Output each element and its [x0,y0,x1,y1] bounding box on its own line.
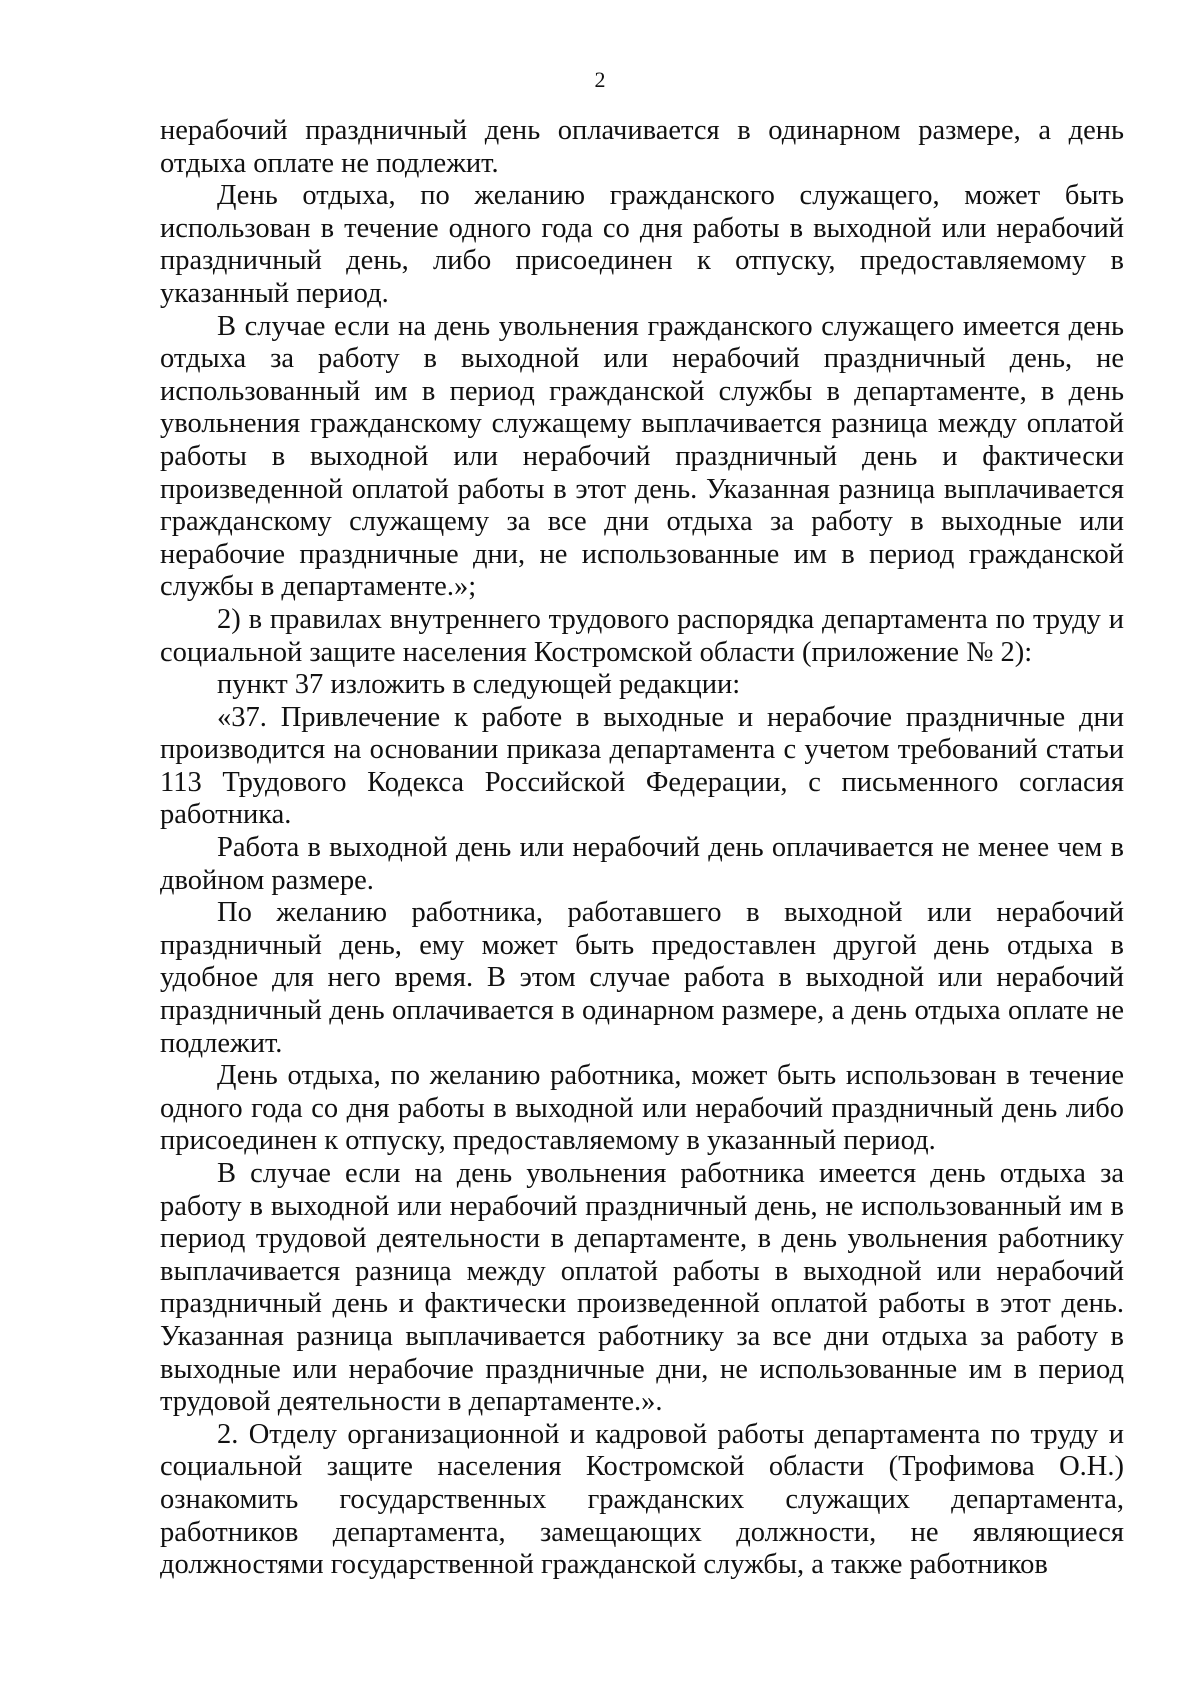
paragraph-clause-37-intro: пункт 37 изложить в следующей редакции: [217,669,741,701]
page-number: 2 [594,67,606,92]
paragraph-dismissal-employee: В случае если на день увольнения работника имеется день отдыха за работу в выходной или нерабочий праздничный день, не использованный им в период трудовой деятельности в департаменте, в день увольнения работнику выплачивается разница между оплатой работы в выходной или нерабочий праздничный день и фактически произведенной оплатой работы в этот день. Указанная разница выплачивается работнику за все дни отдыха за работу в выходные или нерабочие праздничные дни, не использованные им в период трудовой деятельности в департаменте.». [160,1158,1124,1418]
document-body [160,115,1124,1582]
paragraph-clause-37: «37. Привлечение к работе в выходные и нерабочие праздничные дни производится на основании приказа департамента с учетом требований статьи 113 Трудового Кодекса Российской Федерации, с письменного согласия работника. [160,701,1124,831]
paragraph-continuation: нерабочий праздничный день оплачивается в одинарном размере, а день отдыха оплате не подлежит. [160,115,1124,179]
paragraph-item-2: 2) в правилах внутреннего трудового распорядка департамента по труду и социальной защите населения Костромской области (приложение № 2): [160,603,1124,668]
paragraph-employee-rest-day: День отдыха, по желанию работника, может быть использован в течение одного года со дня работы в выходной или нерабочий праздничный день либо присоединен к отпуску, предоставляемому в указанный период. [160,1060,1124,1157]
paragraph-employee-request: По желанию работника, работавшего в выходной или нерабочий праздничный день, ему может быть предоставлен другой день отдыха в удобное для него время. В этом случае работа в выходной или нерабочий праздничный день оплачивается в одинарном размере, а день отдыха оплате не подлежит. [160,897,1124,1059]
paragraph-double-pay: Работа в выходной день или нерабочий день оплачивается не менее чем в двойном размере. [160,832,1124,896]
paragraph-rest-day-use: День отдыха, по желанию гражданского служащего, может быть использован в течение одного года со дня работы в выходной или нерабочий праздничный день, либо присоединен к отпуску, предоставляемому в указанный период. [160,180,1124,309]
paragraph-item-2-department: 2. Отделу организационной и кадровой работы департамента по труду и социальной защите населения Костромской области (Трофимова О.Н.) ознакомить государственных гражданских служащих департамента, работников департамента, замещающих должности, не являющиеся должностями государственной гражданской службы, а также работников [160,1418,1124,1581]
paragraph-dismissal-civil-servant: В случае если на день увольнения гражданского служащего имеется день отдыха за работу в выходной или нерабочий праздничный день, не использованный им в период гражданской службы в департаменте, в день увольнения гражданскому служащему выплачивается разница между оплатой работы в выходной или нерабочий праздничный день и фактически произведенной оплатой работы в этот день. Указанная разница выплачивается гражданскому служащему за все дни отдыха за работу в выходные или нерабочие праздничные дни, не использованные им в период гражданской службы в департаменте.»; [160,310,1124,603]
